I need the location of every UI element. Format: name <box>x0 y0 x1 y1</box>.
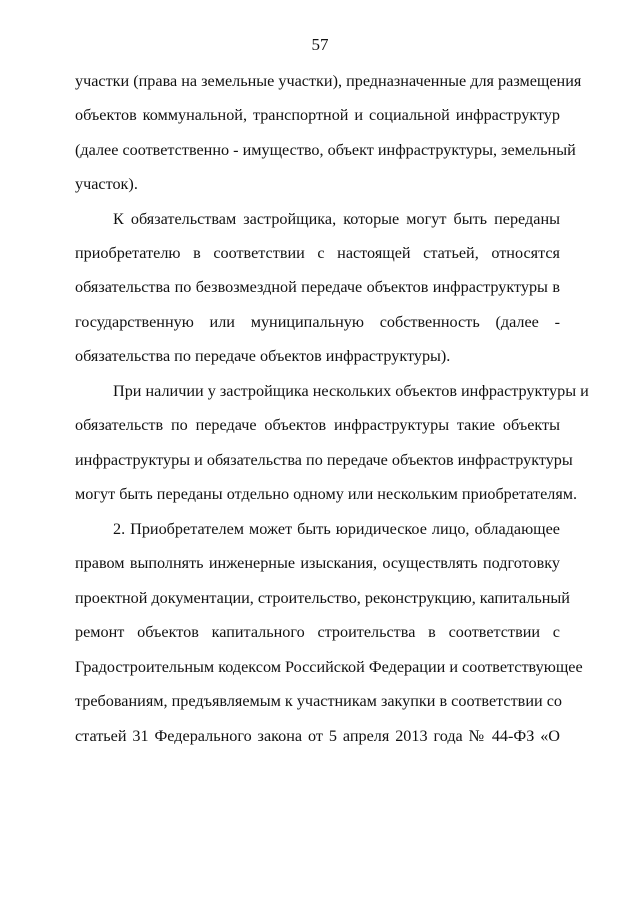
text-line: обязательства по передаче объектов инфраструктуры). <box>75 347 451 365</box>
text-line: приобретателю в соответствии с настоящей статьей, относятся <box>75 244 560 262</box>
text-line: правом выполнять инженерные изыскания, осуществлять подготовку <box>75 554 560 572</box>
text-line: (далее соответственно - имущество, объект инфраструктуры, земельный <box>75 141 576 159</box>
text-line: участок). <box>75 175 138 193</box>
paragraph-first-line: При наличии у застройщика нескольких объектов инфраструктуры и <box>113 382 589 400</box>
text-line: инфраструктуры и обязательства по передаче объектов инфраструктуры <box>75 451 573 469</box>
paragraph-first-line: 2. Приобретателем может быть юридическое лицо, обладающее <box>113 520 560 538</box>
text-line: обязательств по передаче объектов инфраструктуры такие объекты <box>75 416 560 434</box>
text-line: статьей 31 Федерального закона от 5 апреля 2013 года № 44-ФЗ «О <box>75 727 560 745</box>
text-line: требованиям, предъявляемым к участникам закупки в соответствии со <box>75 692 562 710</box>
text-line: государственную или муниципальную собственность (далее - <box>75 313 560 331</box>
text-line: Градостроительным кодексом Российской Федерации и соответствующее <box>75 658 583 676</box>
text-line: ремонт объектов капитального строительства в соответствии с <box>75 623 560 641</box>
paragraph-first-line: К обязательствам застройщика, которые могут быть переданы <box>113 210 560 228</box>
text-line: обязательства по безвозмездной передаче объектов инфраструктуры в <box>75 278 560 296</box>
page-number: 57 <box>311 35 329 54</box>
text-line: объектов коммунальной, транспортной и социальной инфраструктур <box>75 106 560 124</box>
text-line: проектной документации, строительство, реконструкцию, капитальный <box>75 589 570 607</box>
text-line: могут быть переданы отдельно одному или нескольким приобретателям. <box>75 485 578 503</box>
text-line: участки (права на земельные участки), предназначенные для размещения <box>75 72 582 90</box>
